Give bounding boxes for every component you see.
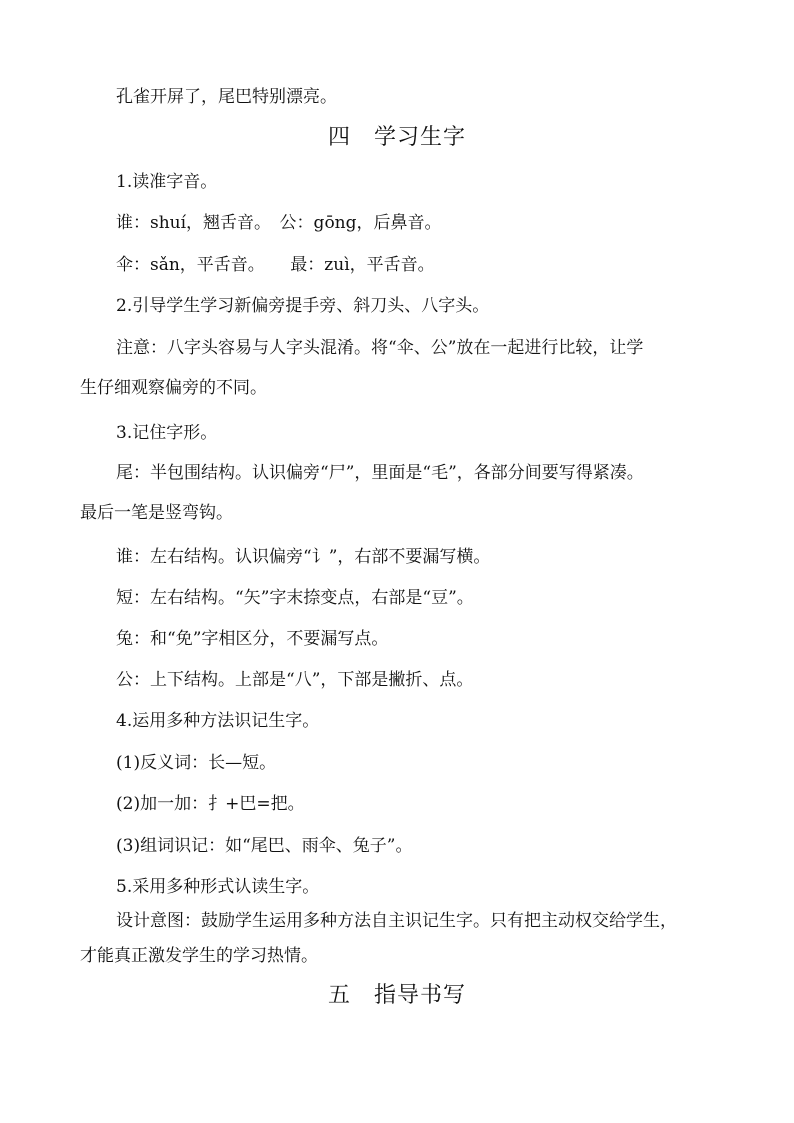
paragraph-line: 尾：半包围结构。认识偏旁“尸”，里面是“毛”，各部分间要写得紧凑。 [116,463,644,483]
paragraph-line: 伞：sǎn，平舌音。 最：zuì，平舌音。 [116,255,435,275]
paragraph-line: (1)反义词：长—短。 [116,753,277,773]
paragraph-line: 最后一笔是竖弯钩。 [80,503,233,523]
paragraph-line: 才能真正激发学生的学习热情。 [80,946,318,966]
paragraph-line: 短：左右结构。“矢”字末捺变点，右部是“豆”。 [116,588,474,608]
paragraph-line: 兔：和“免”字相区分，不要漏写点。 [116,629,389,649]
paragraph-line: 3.记住字形。 [116,423,218,443]
paragraph-line: 公：上下结构。上部是“八”，下部是撇折、点。 [116,670,474,690]
paragraph-line: 生仔细观察偏旁的不同。 [80,378,267,398]
paragraph-line: 注意：八字头容易与人字头混淆。将“伞、公”放在一起进行比较，让学 [116,338,644,358]
paragraph-line: (2)加一加：扌+巴=把。 [116,794,305,814]
section-heading-four: 四 学习生字 [327,125,466,150]
paragraph-line: 4.运用多种方法识记生字。 [116,711,320,731]
paragraph-line: 孔雀开屏了，尾巴特别漂亮。 [116,87,337,107]
paragraph-line: 2.引导学生学习新偏旁提手旁、斜刀头、八字头。 [116,296,490,316]
section-heading-five: 五 指导书写 [327,983,466,1008]
paragraph-line: 设计意图：鼓励学生运用多种方法自主识记生字。只有把主动权交给学生， [116,911,677,931]
paragraph-line: 5.采用多种形式认读生字。 [116,877,320,897]
paragraph-line: 谁：shuí，翘舌音。 公：gōng，后鼻音。 [116,213,442,233]
paragraph-line: 谁：左右结构。认识偏旁“讠”，右部不要漏写横。 [116,547,491,567]
paragraph-line: (3)组词识记：如“尾巴、雨伞、兔子”。 [116,836,413,856]
paragraph-line: 1.读准字音。 [116,172,218,192]
